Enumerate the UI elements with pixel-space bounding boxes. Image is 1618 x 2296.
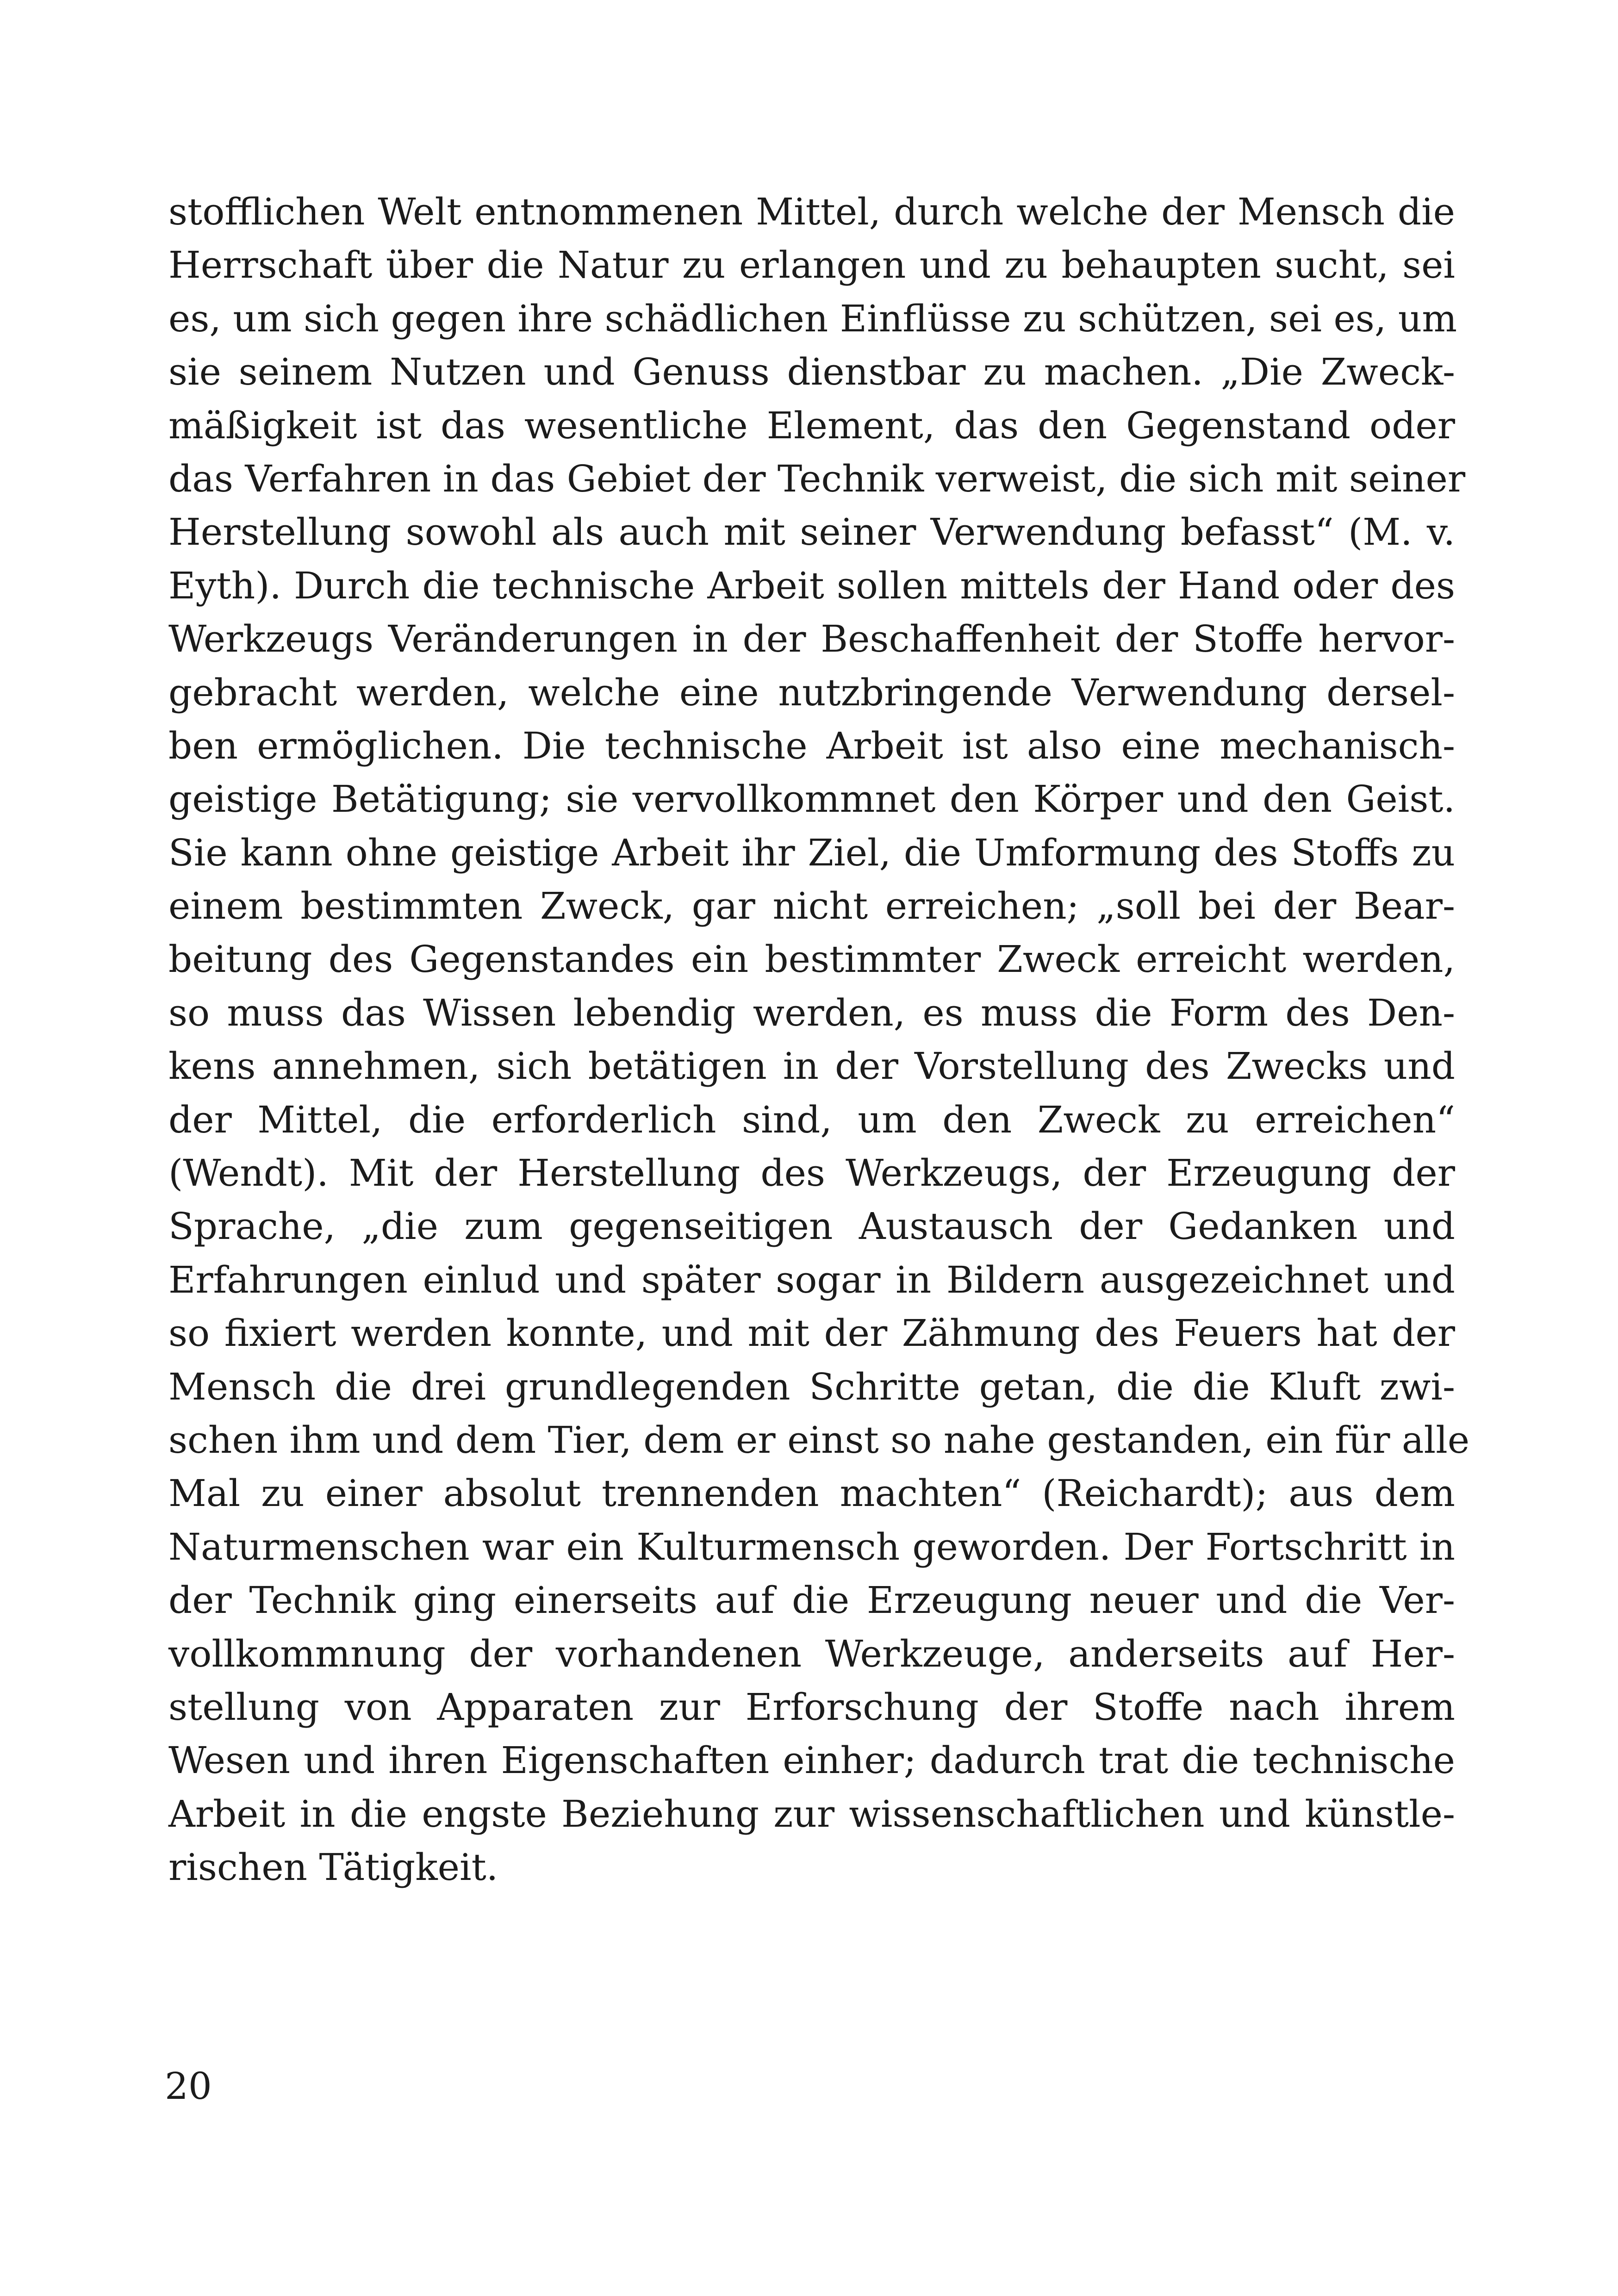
text-line: das Verfahren in das Gebiet der Technik verweist, die sich mit seiner bbox=[168, 457, 1466, 500]
text-line: so muss das Wissen lebendig werden, es muss die Form des Den- bbox=[168, 991, 1455, 1034]
text-line: Werkzeugs Veränderungen in der Beschaffenheit der Stoffe hervor- bbox=[168, 617, 1455, 661]
text-line: stellung von Apparaten zur Erforschung der Stoffe nach ihrem bbox=[168, 1685, 1455, 1729]
text-line: der Technik ging einerseits auf die Erzeugung neuer und die Ver- bbox=[168, 1579, 1455, 1622]
text-line: es, um sich gegen ihre schädlichen Einflüsse zu schützen, sei es, um bbox=[168, 297, 1457, 340]
text-line: Herrschaft über die Natur zu erlangen und zu behaupten sucht, sei bbox=[168, 243, 1455, 287]
text-line: gebracht werden, welche eine nutzbringende Verwendung dersel- bbox=[168, 671, 1455, 714]
text-line: schen ihm und dem Tier, dem er einst so nahe gestanden, ein für alle bbox=[168, 1418, 1470, 1462]
text-line: mäßigkeit ist das wesentliche Element, das den Gegenstand oder bbox=[168, 404, 1455, 447]
text-line: (Wendt). Mit der Herstellung des Werkzeugs, der Erzeugung der bbox=[168, 1151, 1455, 1195]
text-line: vollkommnung der vorhandenen Werkzeuge, anderseits auf Her- bbox=[168, 1632, 1455, 1675]
body-paragraph bbox=[168, 185, 1470, 1894]
text-line: ben ermöglichen. Die technische Arbeit ist also eine mechanisch- bbox=[168, 724, 1455, 767]
text-line: Mensch die drei grundlegenden Schritte getan, die die Kluft zwi- bbox=[168, 1365, 1455, 1408]
text-line: Naturmenschen war ein Kulturmensch geworden. Der Fortschritt in bbox=[168, 1525, 1455, 1568]
text-line: Arbeit in die engste Beziehung zur wissenschaftlichen und künstle- bbox=[168, 1792, 1455, 1836]
text-line: so fixiert werden konnte, und mit der Zähmung des Feuers hat der bbox=[168, 1312, 1455, 1355]
text-line: sie seinem Nutzen und Genuss dienstbar zu machen. „Die Zweck- bbox=[168, 350, 1455, 394]
text-line: rischen Tätigkeit. bbox=[168, 1846, 498, 1889]
text-line: Wesen und ihren Eigenschaften einher; dadurch trat die technische bbox=[168, 1739, 1455, 1782]
text-line: Sie kann ohne geistige Arbeit ihr Ziel, die Umformung des Stoffs zu bbox=[168, 831, 1455, 874]
text-line: Herstellung sowohl als auch mit seiner Verwendung befasst“ (M. v. bbox=[168, 510, 1455, 554]
page-number: 20 bbox=[165, 2065, 212, 2108]
text-line: kens annehmen, sich betätigen in der Vorstellung des Zwecks und bbox=[168, 1045, 1455, 1088]
text-line: Mal zu einer absolut trennenden machten“ (Reichardt); aus dem bbox=[168, 1472, 1455, 1515]
text-line: beitung des Gegenstandes ein bestimmter Zweck erreicht werden, bbox=[168, 938, 1455, 981]
text-line: geistige Betätigung; sie vervollkommnet den Körper und den Geist. bbox=[168, 778, 1455, 821]
text-line: Sprache, „die zum gegenseitigen Austausch der Gedanken und bbox=[168, 1205, 1455, 1248]
text-line: stofflichen Welt entnommenen Mittel, durch welche der Mensch die bbox=[168, 190, 1455, 233]
text-line: Eyth). Durch die technische Arbeit sollen mittels der Hand oder des bbox=[168, 564, 1455, 607]
text-line: der Mittel, die erforderlich sind, um den Zweck zu erreichen“ bbox=[168, 1098, 1455, 1141]
text-line: Erfahrungen einlud und später sogar in Bildern ausgezeichnet und bbox=[168, 1258, 1455, 1301]
text-line: einem bestimmten Zweck, gar nicht erreichen; „soll bei der Bear- bbox=[168, 884, 1455, 928]
